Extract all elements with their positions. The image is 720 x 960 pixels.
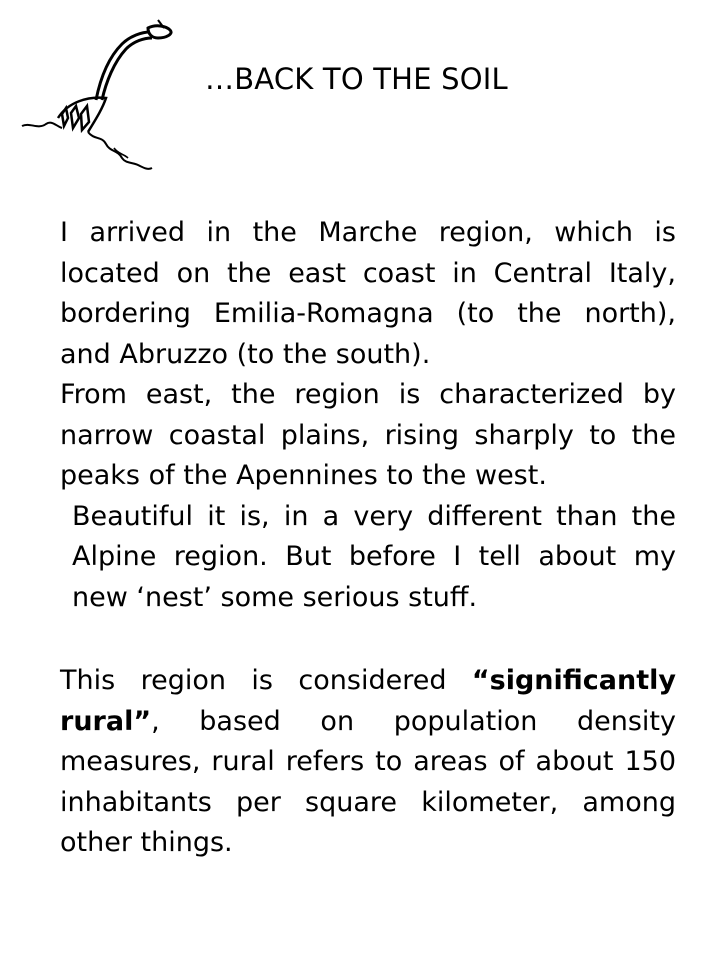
page-title: …BACK TO THE SOIL xyxy=(205,62,508,96)
garden-fork-icon xyxy=(18,18,190,190)
paragraph-4 xyxy=(60,661,676,864)
paragraph-4-start: This region is considered xyxy=(60,665,472,696)
emphasis-significantly-rural: “significantly rural” xyxy=(60,665,676,737)
paragraph-3: Beautiful it is, in a very different than the Alpine region. But before I tell about my new ‘nest’ some serious stuff. xyxy=(72,500,676,613)
paragraph-1: I arrived in the Marche region, which is located on the east coast in Central Italy, bordering Emilia-Romagna (to the north), and Abruzzo (to the south). xyxy=(60,217,676,370)
article-body xyxy=(60,213,676,864)
paragraph-spacer xyxy=(60,618,676,661)
paragraph-2: From east, the region is characterized by narrow coastal plains, rising sharply to the peaks of the Apennines to the west. xyxy=(60,379,676,491)
paragraph-4-end: , based on population density measures, rural refers to areas of about 150 inhabitants per square kilometer, among other things. xyxy=(60,705,676,858)
